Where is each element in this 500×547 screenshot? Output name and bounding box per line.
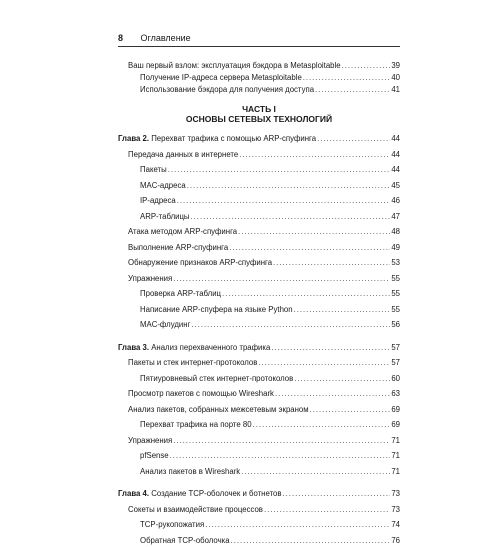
toc-page-number: 44: [391, 165, 400, 174]
toc-entry-title: [118, 488, 282, 500]
toc-entry-text: Пятиуровневый стек интернет-протоколов: [140, 373, 294, 383]
toc-entry-text: Передача данных в интернете: [128, 149, 239, 159]
toc-entry-title: [128, 242, 228, 254]
toc-entry: [140, 450, 400, 462]
toc-page-number: 46: [391, 196, 400, 205]
toc-entry: [128, 388, 400, 400]
leader-dots: [264, 504, 390, 516]
running-title: Оглавление: [140, 33, 191, 43]
toc-entry: [128, 149, 400, 161]
toc-entry-title: [140, 319, 190, 331]
toc-entry-title: [128, 226, 237, 238]
toc-entry: [128, 226, 400, 238]
toc-page-number: 47: [391, 211, 400, 221]
toc-page-number: 55: [391, 304, 400, 314]
toc-entry-title: [118, 133, 316, 145]
toc-entry-title: [140, 288, 221, 300]
toc-entry-title: [140, 195, 176, 207]
toc-page-number: 49: [391, 242, 400, 252]
leader-dots: [273, 257, 390, 269]
leader-dots: [310, 404, 391, 416]
toc-entry: [128, 404, 400, 416]
part-title: ОСНОВЫ СЕТЕВЫХ ТЕХНОЛОГИЙ: [185, 114, 333, 124]
leader-dots: [239, 149, 390, 161]
toc-entry-title: [128, 149, 238, 161]
toc-entry-text: Использование бэкдора для получения доступа: [140, 85, 315, 94]
toc-entry-text: IP-адреса: [140, 196, 176, 205]
leader-dots: [258, 357, 390, 369]
part-number: ЧАСТЬ I: [242, 104, 276, 114]
leader-dots: [187, 180, 391, 192]
toc-page-number: 48: [391, 227, 400, 236]
toc-page-number: 56: [391, 320, 400, 329]
toc-entry: [140, 164, 400, 176]
toc-entry-text: TCP-рукопожатия: [140, 520, 205, 529]
toc-page-number: 73: [391, 504, 400, 514]
toc-entry-title: [140, 84, 314, 96]
toc-entry-text: Обратная TCP-оболочка: [140, 535, 230, 545]
leader-dots: [294, 373, 390, 385]
leader-dots: [168, 164, 391, 176]
leader-dots: [229, 242, 390, 254]
leader-dots: [294, 304, 391, 316]
leader-dots: [317, 133, 390, 145]
leader-dots: [177, 195, 391, 207]
toc-page-number: 55: [391, 273, 400, 283]
toc-entry: [140, 319, 400, 331]
leader-dots: [342, 60, 391, 72]
toc-entry: [140, 288, 400, 300]
toc-page-number: 60: [391, 373, 400, 383]
toc-entry-text: Создание TCP-оболочек и ботнетов: [149, 489, 282, 498]
toc-entry-text: Упражнения: [128, 273, 173, 283]
toc-page-number: 39: [391, 61, 400, 70]
toc-entry-text: MAC-адреса: [140, 180, 186, 190]
leader-dots: [170, 450, 391, 462]
toc-page-number: 53: [391, 258, 400, 267]
toc-entry-title: [128, 60, 341, 72]
toc-entry-title: [140, 72, 302, 84]
leader-dots: [241, 466, 390, 478]
toc-page-number: 76: [391, 535, 400, 545]
toc-entry: [140, 211, 400, 223]
leader-dots: [191, 319, 390, 331]
toc-page-number: 74: [391, 520, 400, 529]
toc-entry-text: Перехват трафика на порте 80: [140, 420, 252, 429]
toc-entry-text: Просмотр пакетов с помощью Wireshark: [128, 389, 274, 398]
toc-entry-title: [140, 304, 293, 316]
toc-page-number: 40: [391, 73, 400, 82]
toc-entry-title: [140, 466, 240, 478]
part-heading: [118, 104, 400, 124]
toc-entry-title: [128, 504, 263, 516]
toc-entry: [140, 519, 400, 531]
toc-entry: [128, 257, 400, 269]
leader-dots: [191, 211, 391, 223]
leader-dots: [173, 273, 390, 285]
toc-page-number: 73: [391, 489, 400, 498]
toc-page-number: 69: [391, 404, 400, 414]
toc-chapter: [118, 488, 400, 500]
toc-entry-title: [140, 211, 190, 223]
toc-entry: [128, 357, 400, 369]
toc-entry-text: Проверка ARP-таблиц: [140, 289, 222, 298]
toc-entry-text: Упражнения: [128, 435, 173, 445]
toc-page-number: 45: [391, 180, 400, 190]
toc-entry-title: [140, 519, 204, 531]
page-header: [118, 30, 400, 47]
toc-entry-text: Обнаружение признаков ARP-спуфинга: [128, 258, 273, 267]
toc-entry-text: pfSense: [140, 451, 169, 460]
toc-entry-text: Сокеты и взаимодействие процессов: [128, 504, 263, 514]
toc-entry: [128, 273, 400, 285]
toc-entry: [128, 242, 400, 254]
toc-entry-text: Получение IP-адреса сервера Metasploitable: [140, 73, 302, 82]
toc-entry-title: [128, 404, 309, 416]
toc-chapter: [118, 342, 400, 354]
toc-entry: [140, 84, 400, 96]
toc-entry-title: [140, 419, 252, 431]
toc-entry-text: Выполнение ARP-спуфинга: [128, 242, 229, 252]
leader-dots: [271, 342, 390, 354]
leader-dots: [205, 519, 390, 531]
toc-entry: [140, 466, 400, 478]
toc-entry-title: [140, 535, 230, 547]
toc-page-number: 57: [391, 358, 400, 367]
toc-page-number: 63: [391, 389, 400, 398]
toc-entry-text: Пакеты: [140, 165, 167, 174]
chapter-number: Глава 4.: [118, 489, 150, 498]
toc-page-number: 41: [391, 85, 400, 94]
toc-entry-text: Анализ перехваченного трафика: [149, 342, 271, 352]
chapter-number: Глава 3.: [118, 342, 150, 352]
toc-page-number: 69: [391, 420, 400, 429]
chapter-number: Глава 2.: [118, 134, 150, 143]
leader-dots: [253, 419, 391, 431]
toc-entry-title: [140, 164, 167, 176]
leader-dots: [303, 72, 391, 84]
leader-dots: [238, 226, 390, 238]
leader-dots: [275, 388, 390, 400]
toc-entry-text: Ваш первый взлом: эксплуатация бэкдора в Metasploitable: [128, 61, 341, 70]
toc-entry: [140, 535, 400, 547]
toc-entry-title: [140, 450, 169, 462]
toc-entry: [140, 304, 400, 316]
toc-entry-title: [128, 257, 272, 269]
toc-page-number: 57: [391, 342, 400, 352]
toc-entry-title: [128, 388, 274, 400]
toc-entry: [140, 373, 400, 385]
toc-entry-text: Перехват трафика с помощью ARP-спуфинга: [149, 134, 317, 143]
toc-page-number: 71: [391, 466, 400, 476]
toc-entry-text: Анализ пакетов, собранных межсетевым экраном: [128, 404, 309, 414]
toc-entry: [140, 195, 400, 207]
toc-entry-text: ARP-таблицы: [140, 211, 190, 221]
toc-page-number: 71: [391, 435, 400, 445]
toc-entry-title: [140, 180, 186, 192]
toc-entry-title: [140, 373, 293, 385]
toc-entry-title: [128, 435, 172, 447]
toc-entry-text: Написание ARP-спуфера на языке Python: [140, 304, 293, 314]
leader-dots: [173, 435, 390, 447]
leader-dots: [231, 535, 391, 547]
toc-entry: [140, 72, 400, 84]
toc-entry-text: Пакеты и стек интернет-протоколов: [128, 358, 258, 367]
toc-chapter: [118, 133, 400, 145]
leader-dots: [283, 488, 391, 500]
toc-page-number: 55: [391, 289, 400, 298]
toc-entry-title: [128, 357, 257, 369]
toc-page-number: 71: [391, 451, 400, 460]
toc-entry-title: [128, 273, 172, 285]
toc-entry: [128, 435, 400, 447]
toc-entry-title: [118, 342, 270, 354]
toc-entry-text: Атака методом ARP-спуфинга: [128, 227, 238, 236]
leader-dots: [315, 84, 390, 96]
toc-entry-text: MAC-флудинг: [140, 320, 191, 329]
toc-entry: [128, 504, 400, 516]
toc-entry-text: Анализ пакетов в Wireshark: [140, 466, 241, 476]
toc-entry: [140, 419, 400, 431]
toc-page-number: 44: [391, 149, 400, 159]
toc-entry: [140, 180, 400, 192]
toc-page-number: 44: [391, 134, 400, 143]
toc-entry: [128, 60, 400, 72]
leader-dots: [222, 288, 390, 300]
page-number: 8: [118, 33, 124, 43]
